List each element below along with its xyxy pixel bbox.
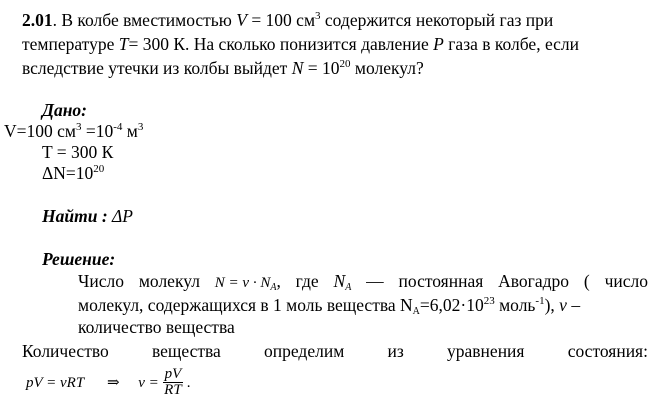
equation-nu: ν =: [138, 375, 159, 391]
equation-left: pV = νRT: [26, 375, 85, 391]
fraction-pv-rt: $\frac{pV}{RT}$: [164, 366, 182, 399]
find-line: [42, 206, 133, 227]
given-heading: Дано:: [42, 100, 87, 120]
given-temperature: T = 300 К: [42, 142, 114, 162]
state-equation: pV = νRT ⇒ ν = $\frac{pV}{RT}$ .: [26, 366, 191, 399]
given-volume: V=100 $см^3 =10^{-4}$ $м^3$: [4, 121, 144, 141]
find-heading: Найти :: [42, 206, 108, 226]
problem-line-2: температуре T= 300 К. На сколько понизится давление P газа в колбе, если: [22, 34, 580, 54]
problem-number: 2.01: [22, 10, 53, 30]
formula-n: N = ν · N: [214, 275, 271, 291]
given-delta-n: $\Delta N=10^{20}$: [42, 163, 105, 183]
problem-line-1: 2.01. В колбе вместимостью V = 100 $см^3$ содержится некоторый газ при: [22, 10, 554, 30]
problem-line-3: вследствие утечки из колбы выйдет $N = 10^{20}$ молекул?: [22, 58, 424, 78]
solution-line-4: Количество вещества определим из уравнения состояния:: [22, 341, 648, 361]
solution-heading: Решение:: [42, 249, 116, 269]
implies-arrow: ⇒: [106, 375, 120, 391]
solution-line-2: молекул, содержащихся в 1 моль вещества $N_A=6,02\cdot 10^{23}$ моль$^{-1}$), ν –: [78, 295, 581, 317]
solution-line-3: количество вещества: [78, 317, 235, 337]
find-target: ΔP: [107, 206, 133, 226]
solution-line-1: Число молекул $N = \nu \cdot N_A$, где $N_A$ — постоянная Авогадро ( число: [78, 271, 648, 293]
